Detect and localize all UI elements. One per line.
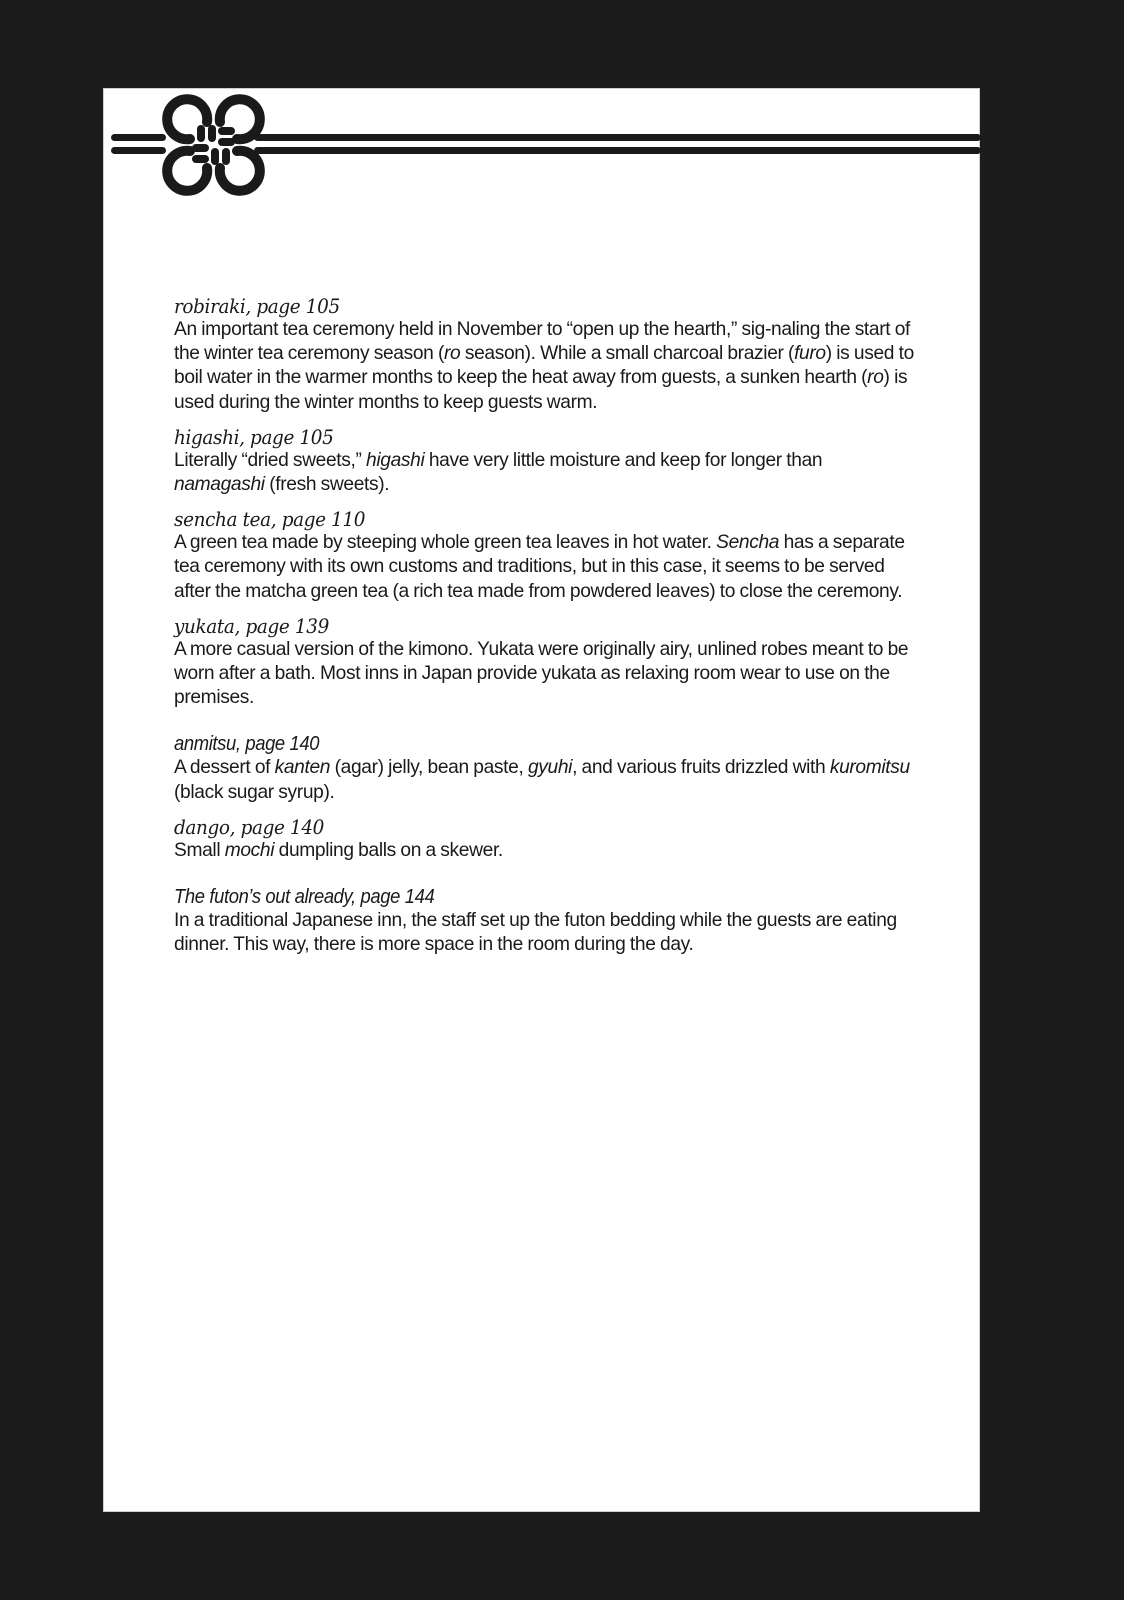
glossary-definition <box>174 638 914 711</box>
definition-text: An important tea ceremony held in November to “open up the hearth,” sig-naling the start of the winter tea ceremony season ( <box>174 319 911 365</box>
italic-term: mochi <box>224 839 275 861</box>
definition-text: A more casual version of the kimono. Yukata were originally airy, unlined robes meant to be worn after a bath. Most inns in Japan provide yukata as relaxing room wear to use on the premises. <box>174 638 909 709</box>
definition-text: A dessert of <box>174 757 275 779</box>
glossary-term: sencha tea, page 110 <box>174 507 366 532</box>
italic-term: higashi <box>366 449 425 471</box>
italic-term: Sencha <box>716 532 780 554</box>
glossary-entry <box>174 425 914 497</box>
glossary-term: robiraki, page 105 <box>174 294 340 318</box>
definition-text: (agar) jelly, bean paste, <box>330 757 528 779</box>
definition-text: Small <box>174 839 225 861</box>
glossary-term: higashi, page 105 <box>174 424 334 449</box>
definition-text: , and various fruits drizzled with <box>572 757 830 779</box>
glossary-entry <box>174 815 914 863</box>
glossary-definition <box>174 909 914 957</box>
definition-text: season). While a small charcoal brazier ( <box>460 343 795 365</box>
glossary-term: The futon’s out already, page 144 <box>174 886 435 909</box>
glossary-definition <box>174 531 914 604</box>
definition-text: dumpling balls on a skewer. <box>274 839 503 861</box>
glossary-definition <box>174 756 914 804</box>
glossary-entry <box>174 614 914 711</box>
definition-text: has a separate tea ceremony with its own customs and traditions, but in this case, it seems to be served after the matcha green tea (a rich tea made from powdered leaves) to close the ceremony. <box>174 532 905 602</box>
italic-term: kuromitsu <box>829 757 910 779</box>
definition-text: In a traditional Japanese inn, the staff set up the futon bedding while the guests are eating dinner. This way, there is more space in the room during the day. <box>174 910 897 956</box>
italic-term: ro <box>444 343 461 365</box>
italic-term: gyuhi <box>527 757 573 779</box>
glossary-entry <box>174 294 914 415</box>
definition-text: (fresh sweets). <box>264 474 390 496</box>
definition-text: Literally “dried sweets,” <box>174 449 367 471</box>
glossary-entry <box>174 885 914 957</box>
italic-term: kanten <box>274 757 331 779</box>
definition-text: (black sugar syrup). <box>174 781 335 803</box>
italic-term: furo <box>794 343 826 365</box>
book-page <box>103 88 980 1512</box>
glossary-definition <box>174 449 914 497</box>
definition-text: ) is used to boil water in the warmer months to keep the heat away from guests, a sunken hearth ( <box>174 343 914 389</box>
italic-term: namagashi <box>174 474 265 496</box>
glossary-term: anmitsu, page 140 <box>174 733 320 756</box>
glossary-definition <box>174 839 914 863</box>
italic-term: ro <box>867 367 884 389</box>
glossary-entry <box>174 732 914 804</box>
glossary-definition <box>174 318 914 415</box>
definition-text: ) is used during the winter months to keep guests warm. <box>174 367 908 413</box>
glossary-entry <box>174 507 914 604</box>
glossary-term: yukata, page 139 <box>174 613 329 638</box>
glossary-term: dango, page 140 <box>174 814 325 839</box>
knot-crest-icon <box>104 89 981 209</box>
definition-text: A green tea made by steeping whole green tea leaves in hot water. <box>174 532 717 554</box>
definition-text: have very little moisture and keep for longer than <box>424 449 823 471</box>
glossary-notes <box>174 294 914 967</box>
